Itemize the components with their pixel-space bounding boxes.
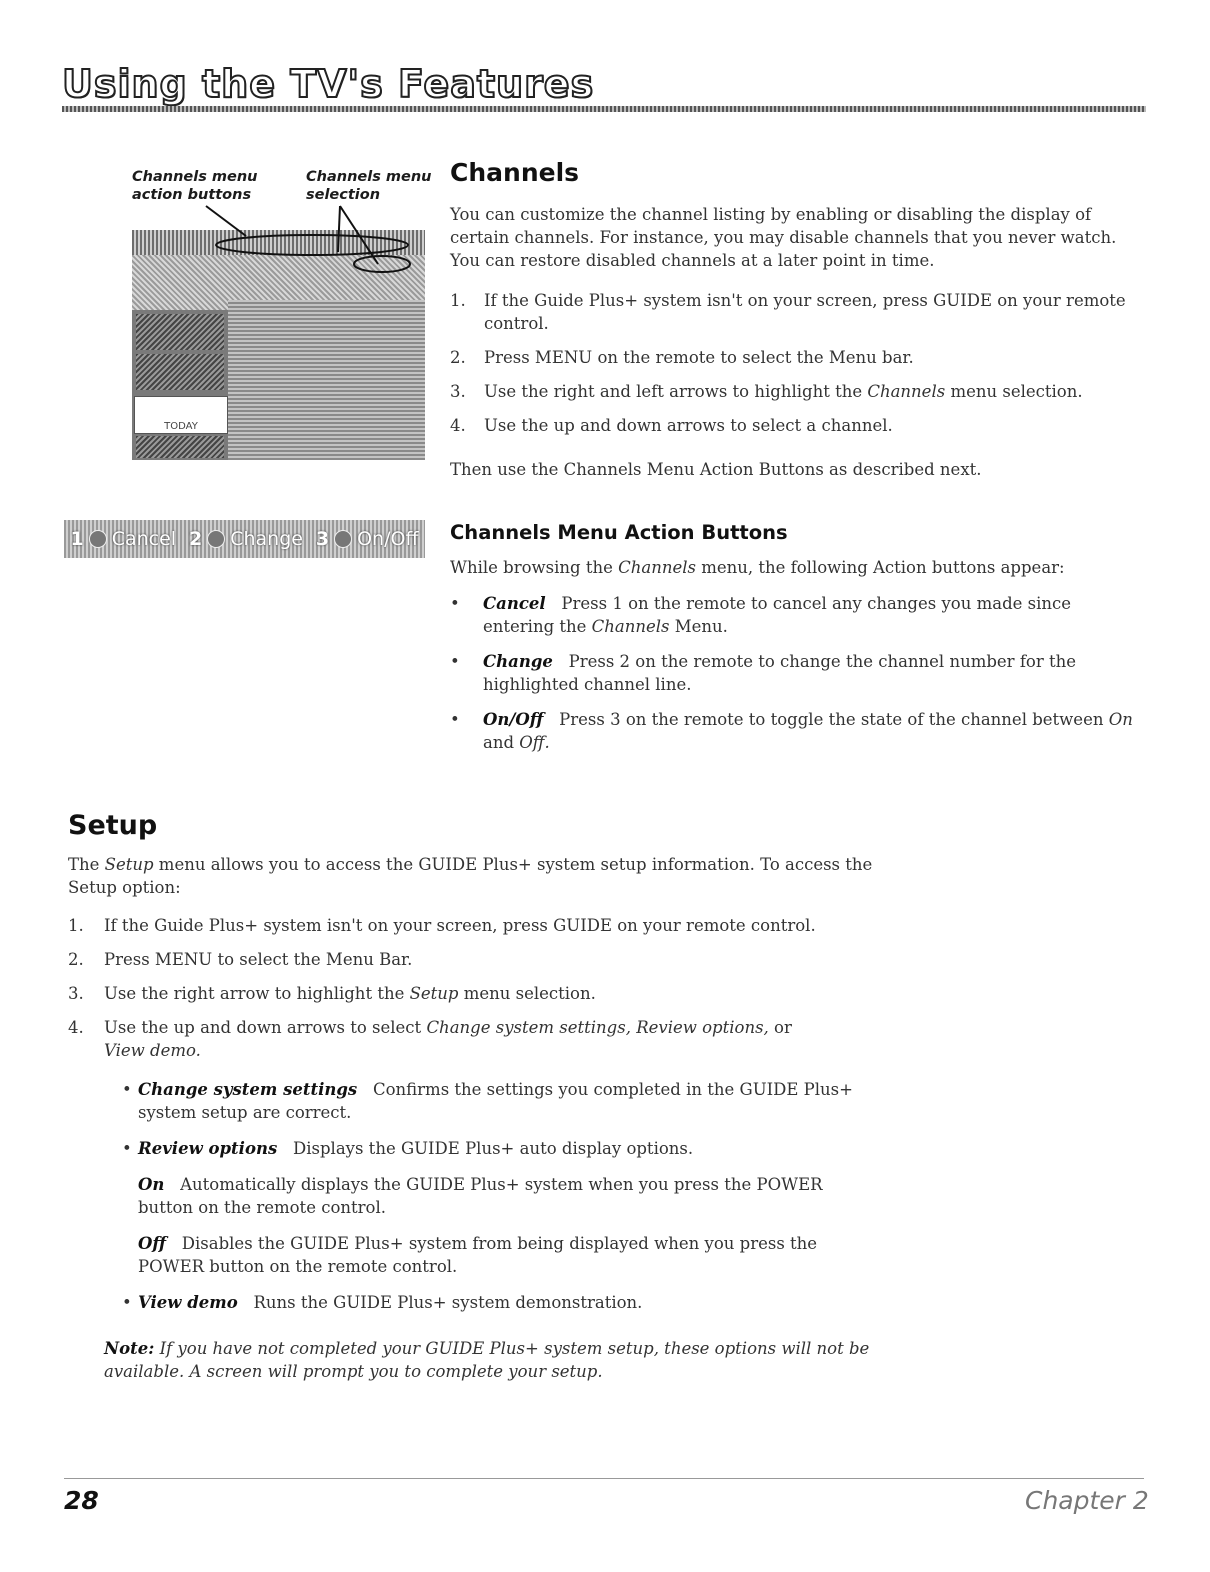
footer-rule (64, 1478, 1144, 1479)
onoff-action-button: 3 On/Off (315, 528, 419, 550)
list-item: 4. Use the up and down arrows to select a channel. (450, 416, 893, 435)
tv-thumbnail (136, 314, 224, 350)
list-item: Off Disables the GUIDE Plus+ system from being displayed when you press the POWER button on the remote control. (138, 1234, 818, 1276)
tv-left-panel (132, 310, 228, 460)
channels-heading: Channels (450, 158, 580, 187)
caption-menu-selection: Channels menu selection (306, 169, 432, 203)
action-button-strip (64, 520, 425, 558)
button-circle-icon (334, 530, 352, 548)
list-item: • Change system settings Confirms the settings you completed in the GUIDE Plus+ system setup are correct. (122, 1080, 853, 1122)
list-item: 2. Press MENU to select the Menu Bar. (68, 950, 413, 969)
action-buttons-list (450, 592, 1140, 766)
cancel-action-button: 1 Cancel (70, 528, 177, 550)
tv-menu-bar (132, 230, 425, 255)
change-action-button: 2 Change (188, 528, 303, 550)
caption-action-buttons: Channels menu action buttons (132, 169, 258, 203)
tv-thumbnail (136, 354, 224, 390)
setup-intro: The Setup menu allows you to access the GUIDE Plus+ system setup information. To access the Setup option: (68, 855, 873, 897)
header-rule (62, 106, 1146, 112)
list-item: 1. If the Guide Plus+ system isn't on your screen, press GUIDE on your remote control. (450, 291, 1126, 333)
list-item: • On/Off Press 3 on the remote to toggle the state of the channel between On and Off. (450, 710, 1133, 752)
tv-today-label: TODAY (134, 396, 228, 434)
list-item: 3. Use the right and left arrows to highlight the Channels menu selection. (450, 382, 1083, 401)
page-header-title: Using the TV's Features (62, 62, 595, 106)
list-item: • Cancel Press 1 on the remote to cancel any changes you made since entering the Channels Menu. (450, 594, 1072, 636)
setup-heading: Setup (68, 810, 158, 841)
list-item: • Change Press 2 on the remote to change the channel number for the highlighted channel line. (450, 652, 1077, 694)
list-item: On Automatically displays the GUIDE Plus+ system when you press the POWER button on the remote control. (138, 1175, 823, 1217)
channels-outro: Then use the Channels Menu Action Buttons as described next. (450, 460, 982, 479)
chapter-label: Chapter 2 (1025, 1486, 1149, 1515)
tv-screenshot (132, 230, 425, 460)
action-buttons-intro: While browsing the Channels menu, the following Action buttons appear: (450, 558, 1065, 577)
list-item: 1. If the Guide Plus+ system isn't on your screen, press GUIDE on your remote control. (68, 916, 816, 935)
list-item: • View demo Runs the GUIDE Plus+ system demonstration. (122, 1293, 643, 1312)
tv-thumbnail (136, 436, 224, 458)
button-circle-icon (207, 530, 225, 548)
button-circle-icon (89, 530, 107, 548)
setup-options (122, 1078, 892, 1327)
list-item: 4. Use the up and down arrows to select Change system settings, Review options, or View demo. (68, 1018, 792, 1060)
setup-note: Note: If you have not completed your GUIDE Plus+ system setup, these options will not be available. A screen will prompt you to complete your setup. (104, 1339, 870, 1381)
list-item: 2. Press MENU on the remote to select the Menu bar. (450, 348, 914, 367)
list-item: 3. Use the right arrow to highlight the Setup menu selection. (68, 984, 596, 1003)
channels-steps (450, 289, 1140, 448)
page-number: 28 (64, 1486, 99, 1515)
action-buttons-heading: Channels Menu Action Buttons (450, 521, 788, 544)
channels-intro: You can customize the channel listing by enabling or disabling the display of certain channels. For instance, you may disable channels that you never watch. You can restore disabled channels at a later point in time. (450, 205, 1117, 270)
tv-channel-list (228, 300, 425, 460)
setup-steps (68, 914, 928, 1073)
list-item: • Review options Displays the GUIDE Plus+ auto display options. (122, 1139, 694, 1158)
